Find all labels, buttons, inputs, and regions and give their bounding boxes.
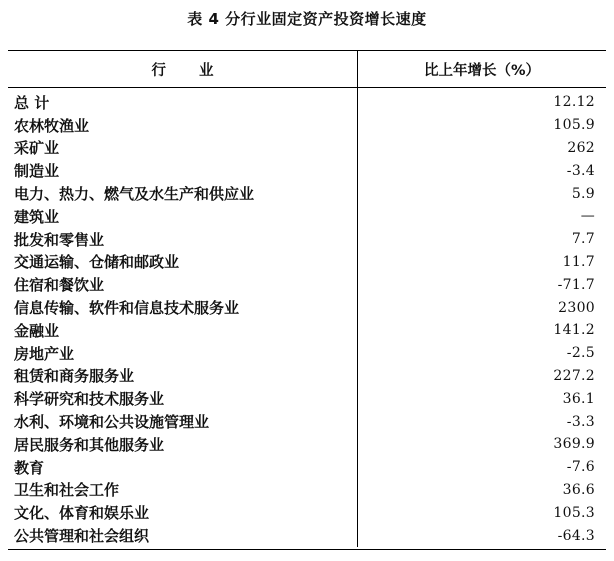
industry-name: 文化、体育和娱乐业	[14, 504, 150, 523]
header-industry: 行 业	[151, 62, 228, 79]
table-row	[8, 159, 606, 182]
table-row	[8, 410, 606, 433]
growth-value: 7.7	[571, 231, 595, 248]
growth-value: 262	[567, 139, 595, 156]
table-row	[8, 342, 606, 365]
table-row	[8, 228, 606, 251]
table-row	[8, 91, 606, 114]
table-row	[8, 182, 606, 205]
table-body	[8, 88, 606, 547]
growth-value: 141.2	[553, 322, 595, 339]
industry-name: 住宿和餐饮业	[14, 276, 105, 295]
table-row	[8, 273, 606, 296]
table-row	[8, 114, 606, 137]
industry-name: 租赁和商务服务业	[14, 367, 135, 386]
growth-value: -71.7	[557, 276, 595, 293]
industry-name: 房地产业	[14, 344, 75, 363]
industry-name: 建筑业	[14, 207, 60, 226]
industry-name: 卫生和社会工作	[14, 481, 120, 500]
industry-name: 交通运输、仓储和邮政业	[14, 253, 180, 272]
industry-name: 金融业	[14, 321, 60, 340]
industry-name: 水利、环境和公共设施管理业	[14, 413, 210, 432]
growth-value: 369.9	[553, 436, 595, 453]
growth-value: 5.9	[571, 185, 595, 202]
growth-value: 2300	[558, 299, 595, 316]
header-growth: 比上年增长（%）	[357, 51, 606, 87]
industry-name: 制造业	[14, 162, 60, 181]
industry-name: 农林牧渔业	[14, 116, 90, 135]
growth-table	[8, 50, 606, 550]
table-row	[8, 524, 606, 547]
table-row	[8, 456, 606, 479]
industry-name: 居民服务和其他服务业	[14, 435, 165, 454]
growth-value: —	[580, 208, 595, 225]
table-title: 表 4 分行业固定资产投资增长速度	[187, 10, 427, 28]
growth-value: 12.12	[553, 94, 595, 111]
industry-name: 采矿业	[14, 139, 60, 158]
table-row	[8, 319, 606, 342]
industry-name: 信息传输、软件和信息技术服务业	[14, 299, 240, 318]
growth-value: -2.5	[566, 345, 595, 362]
table-row	[8, 296, 606, 319]
table-row	[8, 501, 606, 524]
table-row	[8, 387, 606, 410]
industry-name: 总 计	[14, 93, 50, 112]
industry-name: 科学研究和技术服务业	[14, 390, 165, 409]
growth-value: -3.4	[566, 162, 595, 179]
growth-value: 227.2	[553, 367, 595, 384]
table-row	[8, 479, 606, 502]
industry-name: 批发和零售业	[14, 230, 105, 249]
growth-value: 105.3	[553, 504, 595, 521]
growth-value: -7.6	[566, 459, 595, 476]
growth-value: 36.6	[562, 481, 595, 498]
table-row	[8, 251, 606, 274]
table-header	[8, 51, 606, 88]
table-row	[8, 137, 606, 160]
growth-value: -3.3	[566, 413, 595, 430]
table-bottom-rule	[8, 549, 606, 550]
table-row	[8, 433, 606, 456]
growth-value: -64.3	[557, 527, 595, 544]
industry-name: 教育	[14, 458, 45, 477]
table-row	[8, 365, 606, 388]
industry-name: 公共管理和社会组织	[14, 527, 150, 546]
growth-value: 11.7	[562, 253, 595, 270]
table-row	[8, 205, 606, 228]
growth-value: 36.1	[562, 390, 595, 407]
growth-value: 105.9	[553, 117, 595, 134]
column-divider	[357, 88, 358, 547]
industry-name: 电力、热力、燃气及水生产和供应业	[14, 185, 255, 204]
